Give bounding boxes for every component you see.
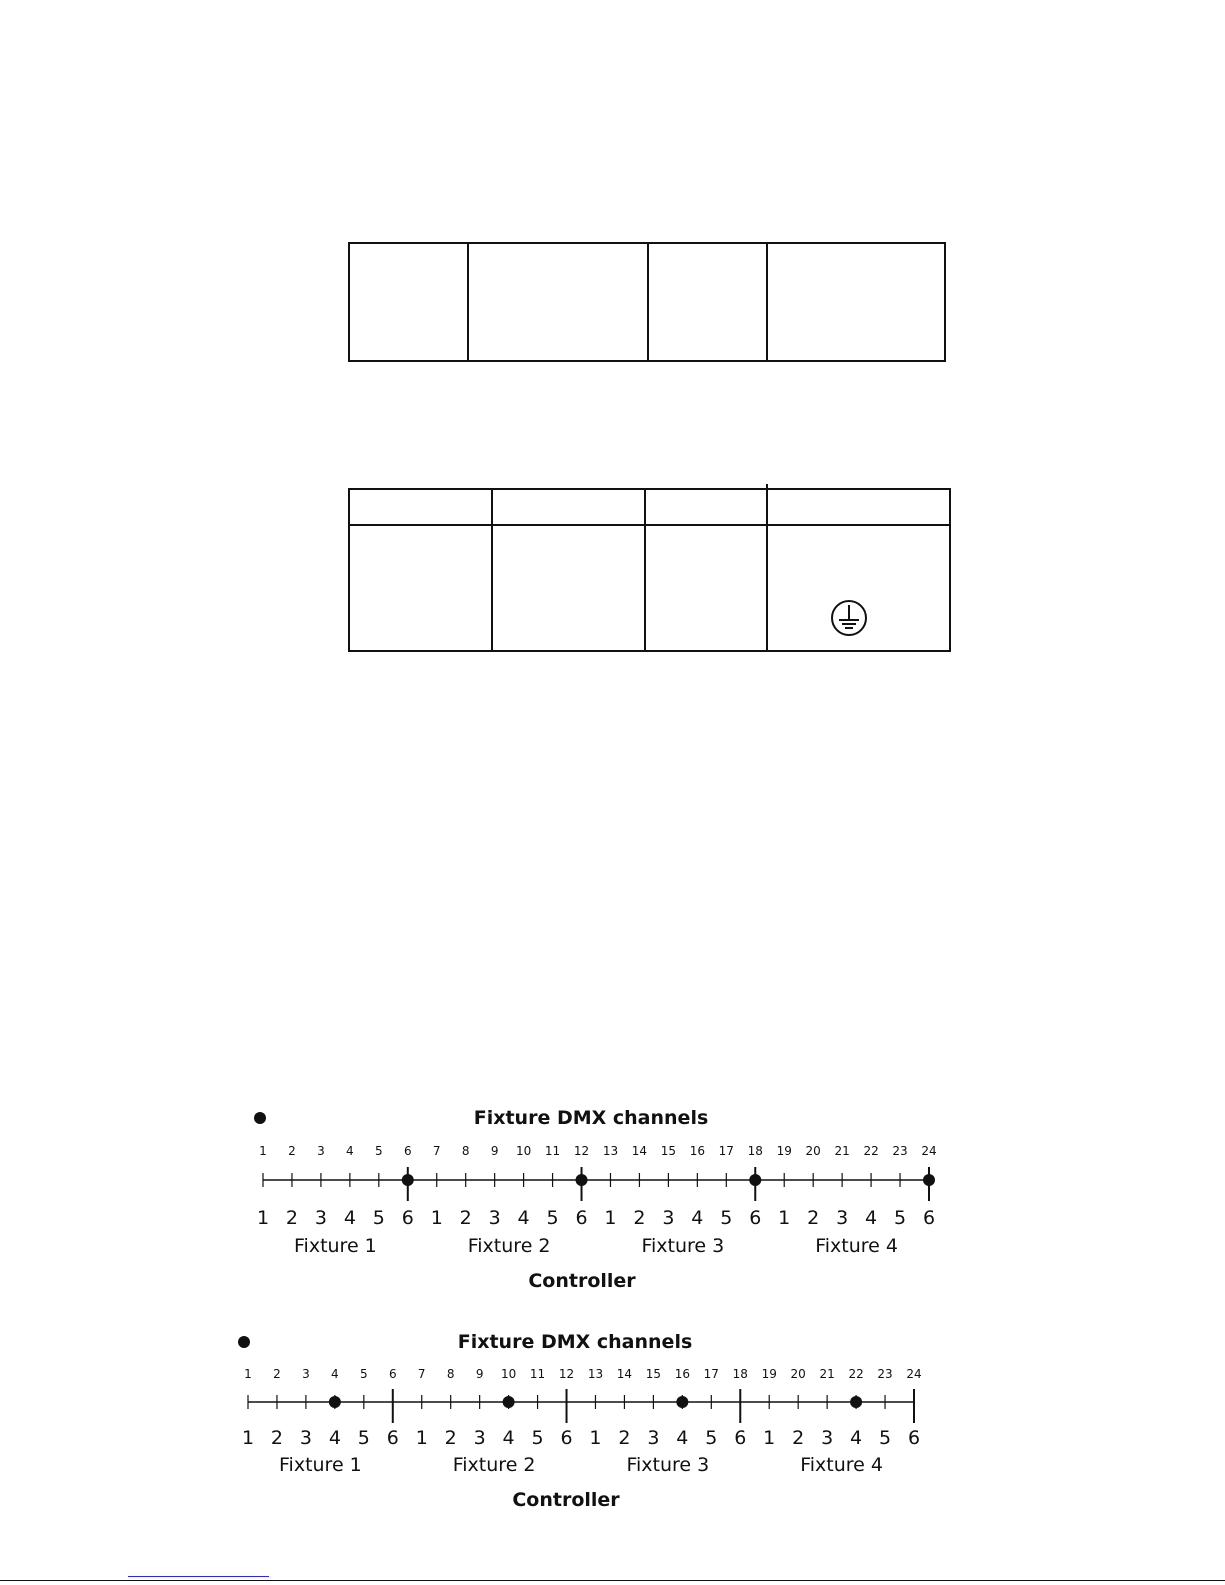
table-top-divider-3	[766, 244, 768, 360]
channel-label: 1	[259, 1144, 267, 1158]
channel-label: 3	[302, 1367, 310, 1381]
channel-label: 3	[317, 1144, 325, 1158]
controller-label: Controller	[512, 1489, 620, 1511]
channel-label: 7	[432, 1144, 441, 1158]
channel-label: 10	[515, 1144, 532, 1158]
fixture-label: Fixture 3	[626, 1454, 710, 1476]
fixture-channel-number: 4	[691, 1207, 704, 1229]
channel-label: 13	[602, 1144, 619, 1158]
channel-label: 18	[747, 1144, 763, 1158]
channel-label: 16	[674, 1367, 690, 1381]
channel-label: 5	[375, 1144, 383, 1158]
channel-label: 11	[544, 1144, 561, 1158]
fixture-channel-number: 5	[372, 1207, 385, 1229]
diagram-title: Fixture DMX channels	[457, 1331, 693, 1353]
channel-label: 6	[403, 1144, 412, 1158]
channel-label: 5	[360, 1367, 368, 1381]
channel-label: 11	[529, 1367, 546, 1381]
fixture-channel-number: 6	[575, 1207, 588, 1229]
fixture-channel-number: 1	[763, 1427, 776, 1449]
channel-label: 20	[805, 1144, 821, 1158]
channel-label: 14	[616, 1367, 633, 1381]
fixture-channel-number: 4	[343, 1207, 356, 1229]
channel-label: 13	[587, 1367, 604, 1381]
table-bottom-divider-1	[491, 490, 493, 650]
fixture-label: Fixture 4	[800, 1454, 883, 1476]
fixture-label: Fixture 1	[279, 1454, 362, 1476]
fixture-channel-number: 5	[705, 1427, 718, 1449]
footer-link-underline	[128, 1576, 269, 1577]
fixture-channel-number: 3	[473, 1427, 486, 1449]
table-top	[348, 242, 946, 362]
fixture-channel-number: 3	[821, 1427, 834, 1449]
channel-dot	[749, 1174, 761, 1186]
channel-dot	[850, 1396, 862, 1408]
fixture-label: Fixture 2	[467, 1235, 551, 1257]
fixture-channel-number: 5	[546, 1207, 559, 1229]
fixture-channel-number: 3	[299, 1427, 312, 1449]
table-bottom-divider-2	[644, 490, 646, 650]
fixture-channel-number: 6	[560, 1427, 573, 1449]
fixture-channel-number: 1	[415, 1427, 428, 1449]
channel-dot	[503, 1396, 515, 1408]
channel-label: 8	[461, 1144, 470, 1158]
diagram-title: Fixture DMX channels	[473, 1107, 709, 1129]
fixture-channel-number: 2	[807, 1207, 820, 1229]
fixture-channel-number: 1	[604, 1207, 617, 1229]
fixture-channel-number: 6	[386, 1427, 399, 1449]
channel-label: 10	[500, 1367, 517, 1381]
ground-icon	[829, 598, 869, 638]
channel-dot	[923, 1174, 935, 1186]
fixture-channel-number: 4	[517, 1207, 530, 1229]
channel-label: 19	[761, 1367, 777, 1381]
fixture-channel-number: 1	[778, 1207, 791, 1229]
channel-dot	[402, 1174, 414, 1186]
footer-rule	[0, 1580, 1225, 1581]
fixture-channel-number: 6	[922, 1207, 936, 1229]
fixture-channel-number: 6	[907, 1427, 921, 1449]
fixture-channel-number: 4	[865, 1207, 878, 1229]
controller-label: Controller	[528, 1270, 636, 1292]
fixture-channel-number: 3	[314, 1207, 327, 1229]
fixture-channel-number: 5	[893, 1207, 907, 1229]
fixture-label: Fixture 2	[452, 1454, 536, 1476]
channel-label: 14	[631, 1144, 648, 1158]
table-bottom-header-rule	[350, 524, 949, 526]
fixture-channel-number: 6	[734, 1427, 747, 1449]
fixture-channel-number: 2	[270, 1427, 284, 1449]
fixture-channel-number: 6	[401, 1207, 414, 1229]
channel-label: 24	[906, 1367, 922, 1381]
fixture-channel-number: 3	[836, 1207, 849, 1229]
channel-label: 19	[776, 1144, 792, 1158]
channel-label: 23	[892, 1144, 908, 1158]
fixture-channel-number: 1	[589, 1427, 602, 1449]
fixture-channel-number: 3	[488, 1207, 501, 1229]
channel-label: 22	[848, 1367, 864, 1381]
channel-label: 23	[877, 1367, 893, 1381]
fixture-channel-number: 2	[633, 1207, 646, 1229]
fixture-channel-number: 5	[531, 1427, 544, 1449]
channel-label: 21	[834, 1144, 850, 1158]
channel-label: 16	[689, 1144, 705, 1158]
channel-label: 22	[863, 1144, 879, 1158]
fixture-channel-number: 2	[459, 1207, 472, 1229]
fixture-channel-number: 1	[430, 1207, 443, 1229]
channel-label: 6	[388, 1367, 397, 1381]
fixture-channel-number: 1	[256, 1207, 270, 1229]
fixture-channel-number: 5	[720, 1207, 733, 1229]
table-top-divider-2	[647, 244, 649, 360]
fixture-channel-number: 4	[676, 1427, 689, 1449]
fixture-channel-number: 3	[647, 1427, 660, 1449]
bullet-icon	[238, 1336, 250, 1348]
fixture-channel-number: 2	[792, 1427, 805, 1449]
fixture-channel-number: 2	[618, 1427, 631, 1449]
channel-label: 2	[288, 1144, 296, 1158]
channel-label: 1	[244, 1367, 252, 1381]
channel-label: 18	[732, 1367, 748, 1381]
table-bottom	[348, 488, 951, 652]
bullet-icon	[254, 1112, 266, 1124]
fixture-channel-number: 5	[357, 1427, 370, 1449]
fixture-channel-number: 5	[878, 1427, 892, 1449]
channel-label: 21	[819, 1367, 835, 1381]
channel-label: 12	[558, 1367, 575, 1381]
fixture-channel-number: 1	[241, 1427, 255, 1449]
fixture-label: Fixture 1	[294, 1235, 377, 1257]
channel-dot	[676, 1396, 688, 1408]
fixture-channel-number: 2	[285, 1207, 299, 1229]
channel-label: 4	[331, 1367, 339, 1381]
fixture-channel-number: 3	[662, 1207, 675, 1229]
fixture-channel-number: 6	[749, 1207, 762, 1229]
channel-label: 20	[790, 1367, 806, 1381]
fixture-channel-number: 4	[502, 1427, 515, 1449]
fixture-label: Fixture 4	[815, 1235, 898, 1257]
fixture-channel-number: 4	[328, 1427, 341, 1449]
table-bottom-divider-3	[766, 484, 768, 650]
channel-dot	[329, 1396, 341, 1408]
channel-label: 8	[446, 1367, 455, 1381]
fixture-channel-number: 4	[850, 1427, 863, 1449]
fixture-channel-number: 2	[444, 1427, 457, 1449]
channel-label: 24	[921, 1144, 937, 1158]
channel-label: 4	[346, 1144, 354, 1158]
table-top-divider-1	[467, 244, 469, 360]
channel-label: 2	[273, 1367, 281, 1381]
channel-label: 17	[703, 1367, 719, 1381]
fixture-label: Fixture 3	[641, 1235, 725, 1257]
channel-label: 15	[645, 1367, 662, 1381]
channel-label: 7	[417, 1367, 426, 1381]
channel-label: 12	[573, 1144, 590, 1158]
channel-label: 15	[660, 1144, 677, 1158]
channel-label: 17	[718, 1144, 734, 1158]
channel-label: 9	[475, 1367, 484, 1381]
channel-label: 9	[490, 1144, 499, 1158]
channel-dot	[576, 1174, 588, 1186]
